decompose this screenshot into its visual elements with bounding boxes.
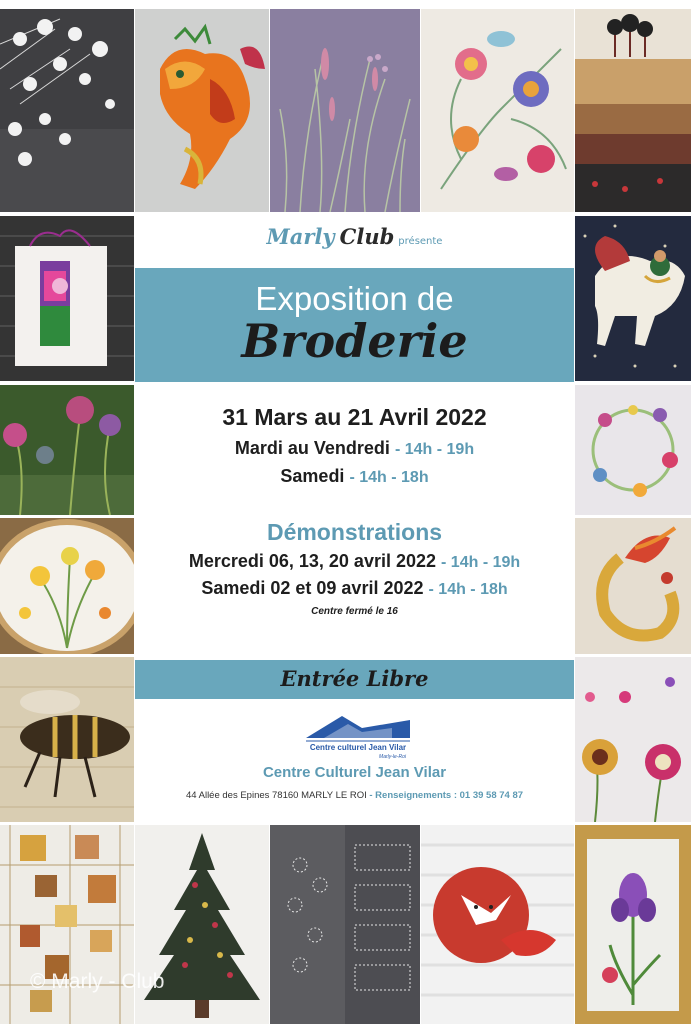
photo-yellow-flowers-hoop	[0, 518, 134, 654]
photo-pink-flowers	[0, 385, 134, 515]
venue-name: Centre Culturel Jean Vilar	[262, 764, 447, 781]
demonstrations-block	[135, 551, 574, 611]
demo-line-1	[135, 551, 574, 572]
entry-banner	[135, 660, 574, 699]
photo-christmas-tree	[135, 825, 269, 1024]
photo-bee-embroidery	[0, 657, 134, 822]
address-line	[135, 790, 574, 801]
demo-line-1-hours: - 14h - 19h	[441, 554, 521, 571]
saturday-hours: - 14h - 18h	[349, 469, 429, 486]
saturday-label: Samedi	[280, 466, 345, 486]
photo-white-flowers	[0, 9, 134, 212]
demo-line-2-label: Samedi 02 et 09 avril 2022	[201, 578, 424, 598]
demo-line-2-hours: - 14h - 18h	[428, 581, 508, 598]
info-phone: - Renseignements : 01 39 58 74 87	[369, 790, 524, 801]
photo-orange-dragon	[135, 9, 269, 212]
photo-grass-embroidery	[270, 9, 420, 212]
title-line2: Broderie	[241, 314, 468, 368]
brand-name: Marly	[266, 224, 335, 249]
demonstrations-title: Démonstrations	[266, 519, 443, 545]
saturday-schedule	[135, 466, 574, 487]
weekday-schedule	[135, 438, 574, 459]
date-range: 31 Mars au 21 Avril 2022	[222, 404, 487, 430]
dates-block	[135, 404, 574, 514]
address-text: 44 Allée des Epines 78160 MARLY LE ROI	[185, 790, 367, 801]
presents-label: présente	[398, 236, 443, 247]
photo-colorful-flowers	[575, 657, 691, 822]
photo-sashiko	[270, 825, 420, 1024]
photo-winged-horse	[575, 216, 691, 381]
photo-pink-flower-sachet	[0, 216, 134, 381]
venue-logo	[302, 710, 414, 760]
logo-subtext: Marly-le-Roi	[379, 754, 406, 760]
presents-line	[135, 224, 574, 258]
entry-label: Entrée Libre	[280, 666, 429, 691]
title-line1: Exposition de	[255, 280, 454, 317]
demo-line-2	[135, 578, 574, 599]
photo-golden-bird	[575, 518, 691, 654]
photo-floral-wreath	[575, 385, 691, 515]
brand-club: Club	[339, 224, 395, 249]
closed-note: Centre fermé le 16	[311, 606, 398, 617]
weekday-label: Mardi au Vendredi	[234, 438, 390, 458]
weekday-hours: - 14h - 19h	[394, 441, 475, 458]
title-banner	[135, 268, 574, 382]
photo-jacobean-floral	[421, 9, 574, 212]
logo-text: Centre culturel Jean Vilar	[309, 743, 407, 752]
copyright-watermark: © Marly - Club	[30, 970, 165, 993]
photo-squares-goldwork	[0, 825, 134, 1024]
demo-line-1-label: Mercredi 06, 13, 20 avril 2022	[188, 551, 437, 571]
photo-purple-iris	[575, 825, 691, 1024]
photo-landscape-trees	[575, 9, 691, 212]
photo-fox	[421, 825, 574, 1024]
